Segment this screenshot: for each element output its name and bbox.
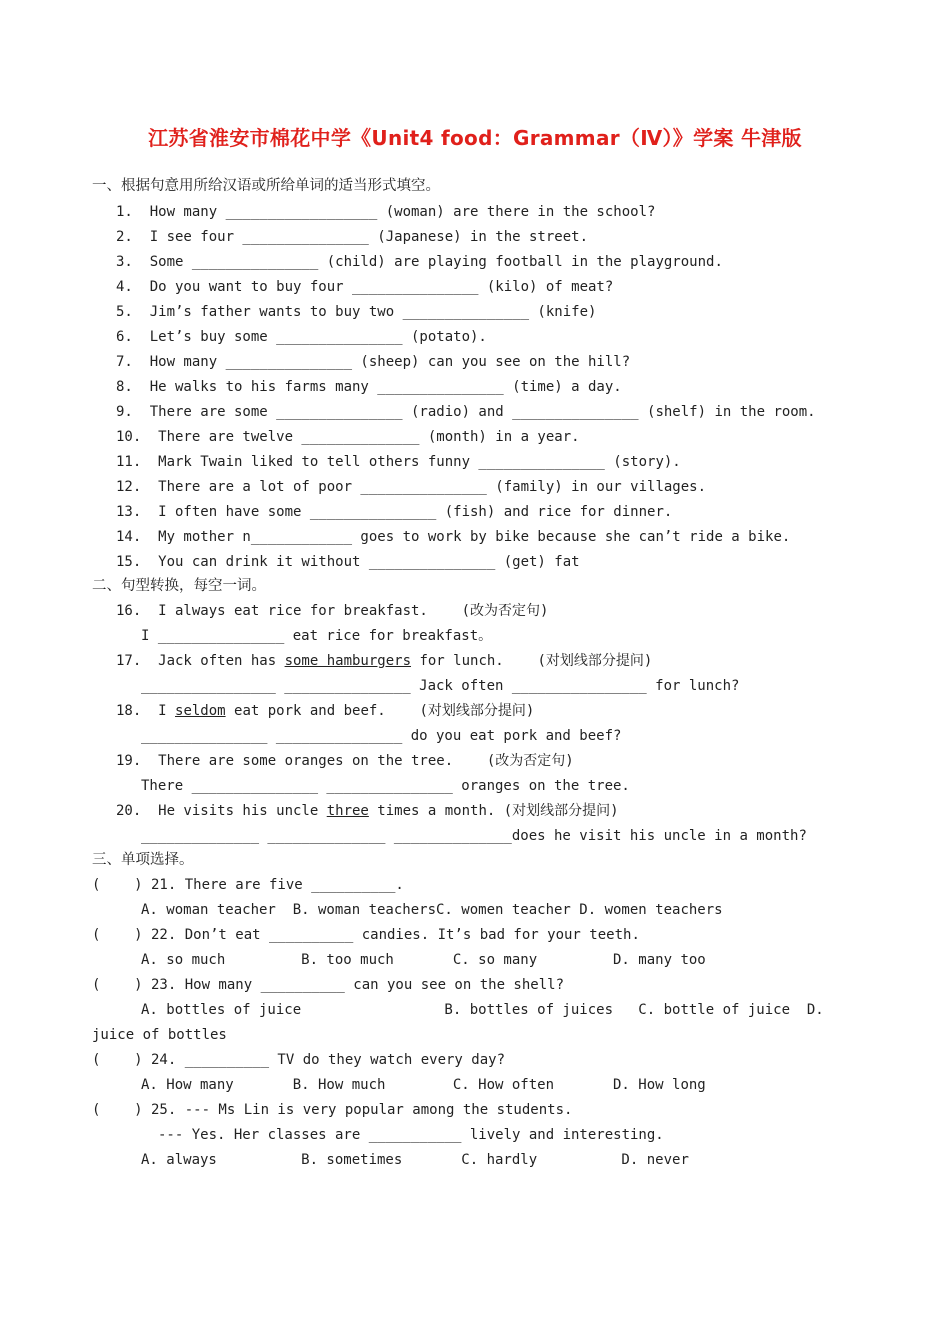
question-item: 4. Do you want to buy four _______________ (kilo) of meat? [116,279,614,295]
section-heading-fill-blank: 一、根据句意用所给汉语或所给单词的适当形式填空。 [92,178,440,194]
question-21: ( ) 21. There are five __________. [92,877,404,893]
question-item: 8. He walks to his farms many _______________ (time) a day. [116,379,622,395]
answer-line-19: There _______________ _______________ oranges on the tree. [141,778,630,794]
question-item: 13. I often have some _______________ (fish) and rice for dinner. [116,504,673,520]
question-item: 9. There are some _______________ (radio) and _______________ (shelf) in the room. [116,404,816,420]
question-23: ( ) 23. How many __________ can you see on the shell? [92,977,565,993]
q20-text: 20. He visits his uncle [116,803,327,819]
question-item: 5. Jim’s father wants to buy two _______________ (knife) [116,304,597,320]
question-item: 6. Let’s buy some _______________ (potato). [116,329,487,345]
options-25: A. always B. sometimes C. hardly D. never [141,1152,689,1168]
question-item: 2. I see four _______________ (Japanese) in the street. [116,229,589,245]
page-title: 江苏省淮安市棉花中学《Unit4 food：Grammar（Ⅳ）》学案 牛津版 [148,126,802,150]
question-16: 16. I always eat rice for breakfast. (改为否定句) [116,603,549,619]
options-24: A. How many B. How much C. How often D. How long [141,1077,706,1093]
answer-line-16: I _______________ eat rice for breakfast。 [141,628,493,644]
question-item: 7. How many _______________ (sheep) can you see on the hill? [116,354,631,370]
q17-text-end: for lunch. (对划线部分提问) [411,653,653,669]
question-17 [116,651,652,671]
question-24: ( ) 24. __________ TV do they watch every day? [92,1052,506,1068]
q20-underlined: three [326,803,369,819]
options-23: A. bottles of juice B. bottles of juices C. bottle of juice D. [141,1002,824,1018]
q18-underlined: seldom [175,703,226,719]
q20-text-end: times a month. (对划线部分提问) [368,803,619,819]
question-item: 15. You can drink it without _______________ (get) fat [116,554,580,570]
section-heading-choice: 三、单项选择。 [92,852,194,868]
question-22: ( ) 22. Don’t eat __________ candies. It’s bad for your teeth. [92,927,640,943]
section-heading-transform: 二、句型转换，每空一词。 [92,578,266,594]
question-25-reply: --- Yes. Her classes are ___________ lively and interesting. [158,1127,664,1143]
answer-line-20: ______________ ______________ ______________does he visit his uncle in a month? [141,828,807,844]
question-item: 14. My mother n____________ goes to work by bike because she can’t ride a bike. [116,529,791,545]
question-25: ( ) 25. --- Ms Lin is very popular among the students. [92,1102,573,1118]
answer-line-17: ________________ _______________ Jack often ________________ for lunch? [141,678,740,694]
q18-text: 18. I [116,703,176,719]
options-21: A. woman teacher B. woman teachersC. women teacher D. women teachers [141,902,723,918]
question-18 [116,701,534,721]
question-item: 12. There are a lot of poor _______________ (family) in our villages. [116,479,707,495]
question-item: 10. There are twelve ______________ (month) in a year. [116,429,580,445]
answer-line-18: _______________ _______________ do you eat pork and beef? [141,728,622,744]
options-22: A. so much B. too much C. so many D. many too [141,952,706,968]
q17-underlined: some hamburgers [284,653,412,669]
q18-text-end: eat pork and beef. (对划线部分提问) [225,703,535,719]
question-20 [116,801,619,821]
question-item: 3. Some _______________ (child) are playing football in the playground. [116,254,723,270]
q17-text: 17. Jack often has [116,653,285,669]
question-19: 19. There are some oranges on the tree. (改为否定句) [116,753,574,769]
options-23-wrap: juice of bottles [92,1027,227,1043]
question-item: 11. Mark Twain liked to tell others funny _______________ (story). [116,454,681,470]
question-item: 1. How many __________________ (woman) are there in the school? [116,204,656,220]
